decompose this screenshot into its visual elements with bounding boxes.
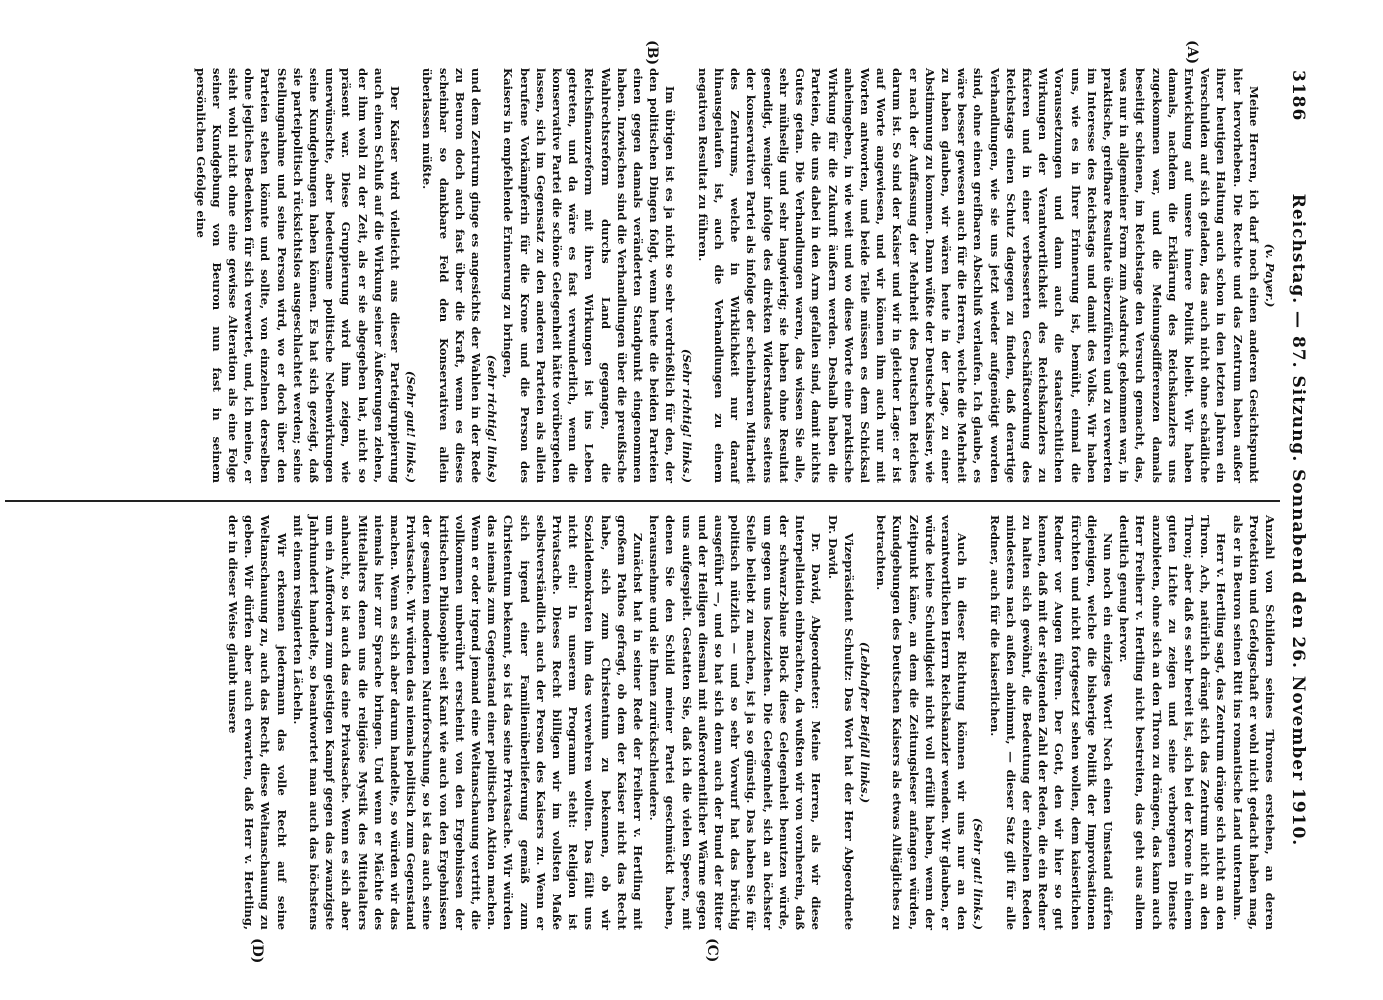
paragraph: Nun noch ein einziges Wort! Noch einen Umstand dürfen diejenigen, welche die bisherige Politik der Improvisationen fürchten und nicht fortgesetzt sehen wollen, dem kaiserlichen Redner vor Augen führen. Der Gott, den wir hier so gut kennen, daß mit der steigenden Zahl der Reden, die ein Redner zu halten sich gewöhnt, die Bedeutung der einzelnen Reden mindestens nach außen abnimmt, — dieser Satz gilt für alle Redner, auch für die kaiserlichen.	[987, 515, 1115, 930]
speaker-announcement: Vizepräsident Schultz: Das Wort hat der Herr Abgeordnete Dr. David.	[825, 515, 856, 930]
running-title: Reichstag. — 87. Sitzung. Sonnabend den 26. November 1910.	[1288, 193, 1308, 847]
margin-marker-a: (A)	[1184, 40, 1200, 65]
paragraph: Dr. David, Abgeordneter: Meine Herren, als wir diese Interpellation einbrachten, da wußten wir von vornherein, daß der schwarz-blaue Block diese Gelegenheit benutzen würde, um gegen uns loszuziehen. Die Gelegenheit, sich an höchster Stelle beliebt zu machen, ist ja so günstig. Das haben Sie für politisch nützlich — und so sehr Vorwurf hat das brüchig ausgeführt —, und so hat sich denn auch der Bund der Ritter und der Heiligen diesmal mit außerordentlicher Wärme gegen uns aufgespielt. Gestatten Sie, daß ich die vielen Speere, mit denen Sie den Schild meiner Partei geschmückt haben, herausnehme und sie Ihnen zurückschleudere.	[647, 515, 824, 930]
right-column	[225, 515, 1278, 930]
interjection: (Lebhafter Beifall links.)	[857, 641, 872, 804]
interjection: (Sehr gut! links.)	[971, 817, 986, 930]
paragraph: Wir erkennen jedermann das volle Recht auf seine Weltanschauung zu, auch das Recht, diese Weltanschauung zu geben. Wir dürfen aber auch erwarten, daß Herr v. Hertling, der in dieser Weise glaubt unsere	[226, 515, 289, 930]
page-number: 3186	[1288, 70, 1308, 122]
margin-marker-d: (D)	[249, 938, 265, 964]
paragraph: Herr v. Hertling sagt, das Zentrum dränge sich nicht an den Thron. Ach, natürlich drängt sich das Zentrum nicht an den Thron; aber daß es sehr bereit ist, sich bei der Krone in einem guten Lichte zu zeigen und seine verborgenen Dienste anzubieten, ohne sich an den Thron zu drängen, das kann auch Herr Freiherr v. Hertling nicht bestreiten, das geht aus allem deutlich genug hervor.	[1117, 515, 1229, 930]
paragraph: Meine Herren, ich darf noch einen anderen Gesichtspunkt hier hervorheben. Die Rechte und das Zentrum haben außer ihrer heutigen Haltung auch schon in den letzten Jahren ein Verschulden auf sich geladen, das auch nicht ohne schädliche Entwicklung auf unsere innere Politik bleibt. Wir haben damals, nachdem die Erklärung des Reichskanzlers uns zugekommen war, und die Meinungsdifferenzen damals beseitigt schienen, im Reichstage den Versuch gemacht, das, was nur in allgemeiner Form zum Ausdruck gekommen war, in praktische, greifbare Resultate überzuführen und zu verwerten im Interesse des Reichstags und damit des Volks. Wir haben uns, wie es in Ihrer Erinnerung ist, bemüht, einmal die Voraussetzungen und dann auch die staatsrechtlichen Wirkungen der Verantwortlichkeit des Reichskanzlers zu fixieren und in einer verbesserten Geschäftsordnung des Reichstags einen Schutz dagegen zu finden, daß derartige Verhandlungen, wie sie uns jetzt wieder aufgenötigt worden sind, ohne einen greifbaren Abschluß verlaufen. Ich glaube, es wäre besser gewesen auch für die Herren, welche die Mehrheit zu haben glauben, wir wären heute in der Lage, zu einer Abstimmung zu kommen. Dann wüßte der Deutsche Kaiser, wie er nach der Auffassung der Mehrheit des Deutschen Reiches darum ist. So sind der Kaiser und wir in gleicher Lage: er ist auf Worte angewiesen, und wir können ihm auch nur mit Worten antworten, und beide Teile müssen es dem Schicksal anheimgeben, in wie weit und wo diese Worte eine praktische Wirkung für die Zukunft äußern werden. Deshalb haben die Parteien, die uns dabei in den Arm gefallen sind, damit nichts Gutes getan. Die Verhandlungen waren, das wissen Sie alle, sehr mühselig und sehr langwierig; sie haben ohne Resultat geendigt, weniger infolge des direkten Widerstandes seitens der konservativen Partei als infolge der scheinbaren Mitarbeit des Zentrums, welche in Wirklichkeit nur darauf hinausgelaufen ist, auch die Verhandlungen zu einem negativen Resultat zu führen.	[695, 68, 1261, 483]
margin-marker-c: (C)	[704, 938, 720, 963]
paragraph: Anzahl von Schildern seines Thrones erstehen, an deren Protektion und Gefolgschaft er wohl nicht gedacht haben mag, als er in Beuron seinen Ritt ins romantische Land unternahm.	[1230, 515, 1277, 930]
interjection: (Sehr gut! links.)	[404, 370, 419, 483]
paragraph: Auch in dieser Richtung können wir uns nur an den verantwortlichen Herrn Reichskanzler wenden. Wir glauben, er würde keine Schuldigkeit nicht voll erfüllt haben, wenn der Zeitpunkt käme, an dem die Zeitungsleser anfangen würden, Kundgebungen des Deutschen Kaisers als etwas Alltägliches zu betrachten.	[874, 515, 970, 930]
margin-marker-b: (B)	[644, 40, 660, 66]
left-column	[192, 68, 1278, 483]
paragraph: Im übrigen ist es ja nicht so sehr verdrießlich für den, der den politischen Dingen folgt, wenn heute die beiden Parteien einen gegen damals veränderten Standpunkt eingenommen haben. Inzwischen sind die Verhandlungen über die preußische Wahlrechtsreform durchs Land gegangen, die Reichsfinanzreform mit ihren Wirkungen ist ins Leben getreten, und da wäre es fast verwunderlich, wenn die konservative Partei die schöne Gelegenheit hätte vorübergehen lassen, sich im Gegensatz zu den anderen Parteien als allein berufene Vorkämpferin für die Krone und die Person des Kaisers in empfehlende Erinnerung zu bringen,	[501, 68, 678, 483]
speaker-label: (v. Payer.)	[1263, 243, 1277, 308]
paragraph: Der Kaiser wird vielleicht aus dieser Parteigruppierung auch einen Schluß auf die Wirkung seiner Äußerungen ziehen, der ihm wohl zu der Zeit, als er sie abgegeben hat, nicht so präsent war. Diese Gruppierung wird ihm zeigen, wie unerwünschte, aber bedeutsame politische Nebenwirkungen seine Kundgebungen haben können. Es hat sich gezeigt, daß sie parteipolitisch rücksichtslos ausgeschlachtet werden; seine Stellungnahme und seine Person wird, wo er doch über den Parteien stehen könnte und sollte, von einzelnen derselben ohne jegliches Bedenken für sich verwertet, und, ich meine, er sieht wohl nicht ohne eine gewisse Alteration als eine Folge seiner Kundgebung von Beuron nun fast in seinem persönlichen Gefolge eine	[193, 68, 403, 483]
interjection: (Sehr richtig! links.)	[679, 348, 694, 483]
interjection: (sehr richtig! links)	[485, 354, 500, 483]
page-header	[1282, 70, 1312, 970]
paragraph: und dem Zentrum ginge es angesichts der Wahlen in der Rede zu Beuron doch auch fast über die Kraft, wenn es dieses scheinbar so dankbare Feld den Konservativen allein überlassen müßte.	[420, 68, 484, 483]
paragraph: Zunächst hat in seiner Rede der Freiherr v. Hertling mit großem Pathos gefragt, ob dem der Kaiser nicht das Recht habe, sich zum Christentum zu bekennen, ob wir Sozialdemokraten ihm das verwehren wollten. Das fällt uns nicht ein! In unserem Programm steht: Religion ist Privatsache. Dieses Recht billigen wir im vollsten Maße selbstverständlich auch der Person des Kaisers zu. Wenn er sich irgend einer Familienüberlieferung gemäß zum Christentum bekennt, so ist das seine Privatsache. Wir würden das niemals zum Gegenstand einer politischen Aktion machen. Wenn er oder irgend jemand eine Weltanschauung vertritt, die vollkommen unberührt erscheint von den Ergebnissen der kritischen Philosophie seit Kant wie auch von den Ergebnissen der gesamten modernen Naturforschung, so ist das auch seine Privatsache. Wir würden das niemals politisch zum Gegenstand machen. Wenn es sich aber darum handelte, so würden wir das niemals hier zur Sprache bringen. Und wenn er Mächte des Mittelalters denen uns die religiöse Mystik des Mittelalters anhaucht, so ist auch das eine Privatsache. Wenn es sich aber um ein Auffordern zum geistigen Kampf gegen das zwanzigste Jahrhundert handelte, so beantwortet man auch das höchstens mit einem resignierten Lächeln.	[290, 515, 646, 930]
column-divider	[5, 500, 1280, 502]
